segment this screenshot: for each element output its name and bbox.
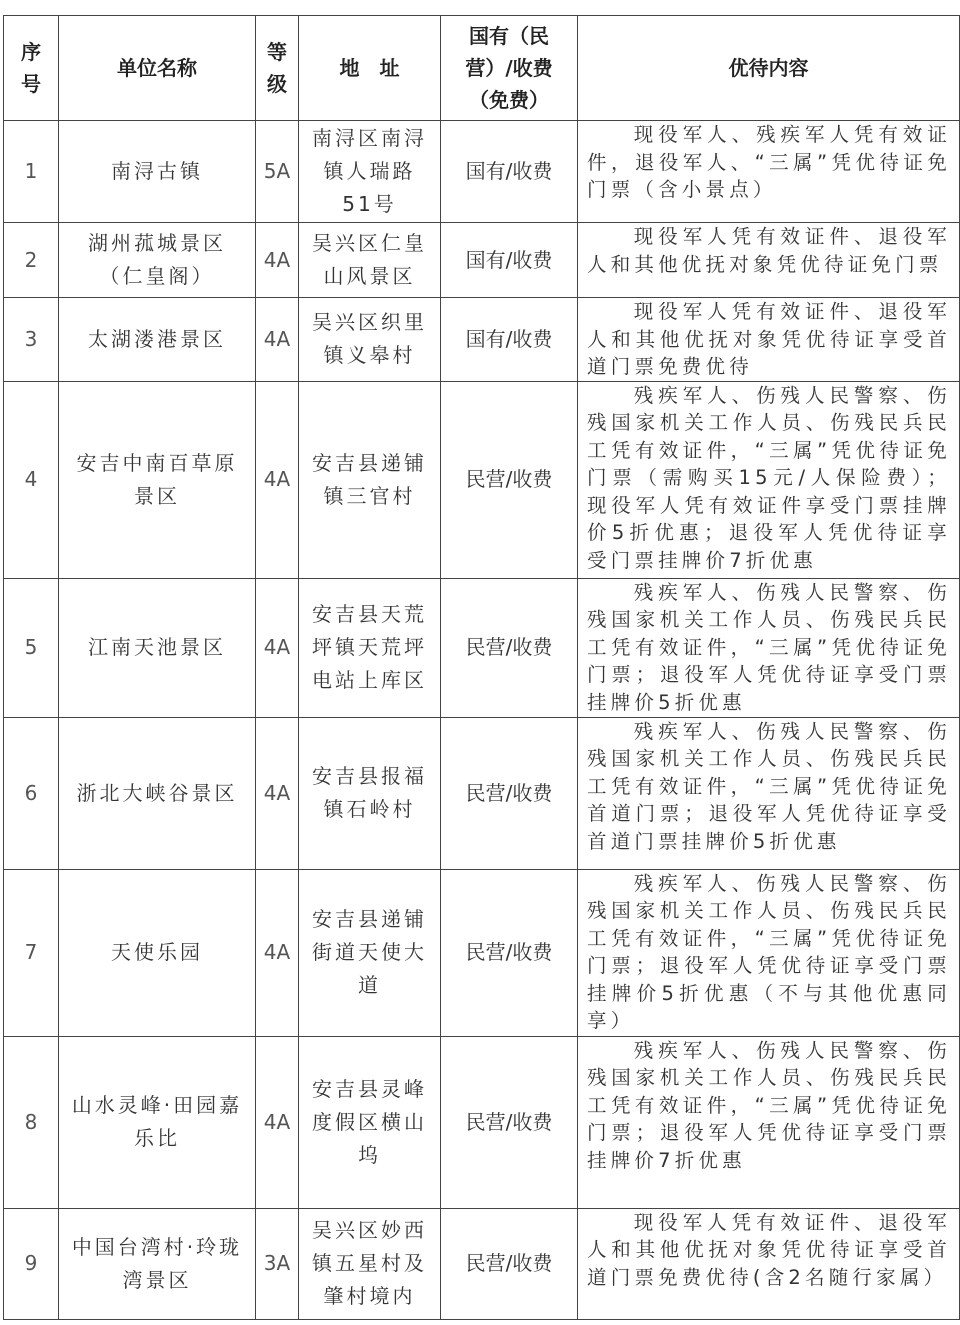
table-row bbox=[4, 121, 960, 223]
name-cell: 安吉中南百草原景区 bbox=[59, 381, 256, 578]
name-cell: 天使乐园 bbox=[59, 869, 256, 1036]
scenic-spot-benefits-table bbox=[3, 15, 960, 1320]
name-cell: 中国台湾村·玲珑湾景区 bbox=[59, 1208, 256, 1319]
table-row bbox=[4, 1208, 960, 1319]
seq-cell: 6 bbox=[4, 717, 59, 869]
table-row bbox=[4, 223, 960, 298]
table-row bbox=[4, 1036, 960, 1208]
ownership-cell: 民营/收费 bbox=[441, 578, 578, 717]
address-cell: 安吉县报福镇石岭村 bbox=[299, 717, 441, 869]
ownership-cell: 民营/收费 bbox=[441, 1208, 578, 1319]
header-address: 地 址 bbox=[299, 16, 441, 121]
ownership-cell: 民营/收费 bbox=[441, 1036, 578, 1208]
benefits-cell: 现役军人凭有效证件、退役军人和其他优抚对象凭优待证免门票 bbox=[578, 223, 960, 298]
header-grade: 等级 bbox=[256, 16, 299, 121]
seq-cell: 4 bbox=[4, 381, 59, 578]
name-cell: 山水灵峰·田园嘉乐比 bbox=[59, 1036, 256, 1208]
header-benefits: 优待内容 bbox=[578, 16, 960, 121]
seq-cell: 9 bbox=[4, 1208, 59, 1319]
name-cell: 湖州菰城景区（仁皇阁） bbox=[59, 223, 256, 298]
table-row bbox=[4, 578, 960, 717]
name-cell: 南浔古镇 bbox=[59, 121, 256, 223]
table-row bbox=[4, 717, 960, 869]
grade-cell: 4A bbox=[256, 223, 299, 298]
header-name: 单位名称 bbox=[59, 16, 256, 121]
ownership-cell: 民营/收费 bbox=[441, 717, 578, 869]
address-cell: 吴兴区妙西镇五星村及肇村境内 bbox=[299, 1208, 441, 1319]
benefits-cell: 残疾军人、伤残人民警察、伤残国家机关工作人员、伤残民兵民工凭有效证件，“三属”凭优待证免首道门票；退役军人凭优待证享受首道门票挂牌价5折优惠 bbox=[578, 717, 960, 869]
grade-cell: 4A bbox=[256, 869, 299, 1036]
ownership-cell: 国有/收费 bbox=[441, 121, 578, 223]
address-cell: 吴兴区仁皇山风景区 bbox=[299, 223, 441, 298]
seq-cell: 5 bbox=[4, 578, 59, 717]
benefits-cell: 现役军人凭有效证件、退役军人和其他优抚对象凭优待证享受首道门票免费优待 bbox=[578, 298, 960, 382]
benefits-cell: 残疾军人、伤残人民警察、伤残国家机关工作人员、伤残民兵民工凭有效证件，“三属”凭优待证免门票；退役军人凭优待证享受门票挂牌价5折优惠 bbox=[578, 578, 960, 717]
grade-cell: 3A bbox=[256, 1208, 299, 1319]
table-row bbox=[4, 381, 960, 578]
ownership-cell: 民营/收费 bbox=[441, 381, 578, 578]
header-seq: 序号 bbox=[4, 16, 59, 121]
seq-cell: 8 bbox=[4, 1036, 59, 1208]
seq-cell: 7 bbox=[4, 869, 59, 1036]
name-cell: 浙北大峡谷景区 bbox=[59, 717, 256, 869]
grade-cell: 4A bbox=[256, 1036, 299, 1208]
grade-cell: 5A bbox=[256, 121, 299, 223]
seq-cell: 3 bbox=[4, 298, 59, 382]
benefits-cell: 残疾军人、伤残人民警察、伤残国家机关工作人员、伤残民兵民工凭有效证件，“三属”凭优待证免门票；退役军人凭优待证享受门票挂牌价7折优惠 bbox=[578, 1036, 960, 1208]
grade-cell: 4A bbox=[256, 578, 299, 717]
grade-cell: 4A bbox=[256, 381, 299, 578]
benefits-cell: 残疾军人、伤残人民警察、伤残国家机关工作人员、伤残民兵民工凭有效证件，“三属”凭优待证免门票；退役军人凭优待证享受门票挂牌价5折优惠（不与其他优惠同享） bbox=[578, 869, 960, 1036]
header-ownership: 国有（民营）/收费（免费） bbox=[441, 16, 578, 121]
address-cell: 安吉县天荒坪镇天荒坪电站上库区 bbox=[299, 578, 441, 717]
header-row bbox=[4, 16, 960, 121]
name-cell: 太湖溇港景区 bbox=[59, 298, 256, 382]
table-row bbox=[4, 869, 960, 1036]
seq-cell: 2 bbox=[4, 223, 59, 298]
table-row bbox=[4, 298, 960, 382]
address-cell: 安吉县递铺镇三官村 bbox=[299, 381, 441, 578]
ownership-cell: 民营/收费 bbox=[441, 869, 578, 1036]
name-cell: 江南天池景区 bbox=[59, 578, 256, 717]
address-cell: 吴兴区织里镇义皋村 bbox=[299, 298, 441, 382]
address-cell: 南浔区南浔镇人瑞路51号 bbox=[299, 121, 441, 223]
ownership-cell: 国有/收费 bbox=[441, 223, 578, 298]
seq-cell: 1 bbox=[4, 121, 59, 223]
address-cell: 安吉县灵峰度假区横山坞 bbox=[299, 1036, 441, 1208]
grade-cell: 4A bbox=[256, 298, 299, 382]
benefits-cell: 现役军人凭有效证件、退役军人和其他优抚对象凭优待证享受首道门票免费优待(含2名随行家属） bbox=[578, 1208, 960, 1319]
address-cell: 安吉县递铺街道天使大道 bbox=[299, 869, 441, 1036]
benefits-cell: 现役军人、残疾军人凭有效证件，退役军人、“三属”凭优待证免门票（含小景点） bbox=[578, 121, 960, 223]
ownership-cell: 国有/收费 bbox=[441, 298, 578, 382]
benefits-cell: 残疾军人、伤残人民警察、伤残国家机关工作人员、伤残民兵民工凭有效证件，“三属”凭优待证免门票（需购买15元/人保险费）；现役军人凭有效证件享受门票挂牌价5折优惠；退役军人凭优待证享受门票挂牌价7折优惠 bbox=[578, 381, 960, 578]
grade-cell: 4A bbox=[256, 717, 299, 869]
